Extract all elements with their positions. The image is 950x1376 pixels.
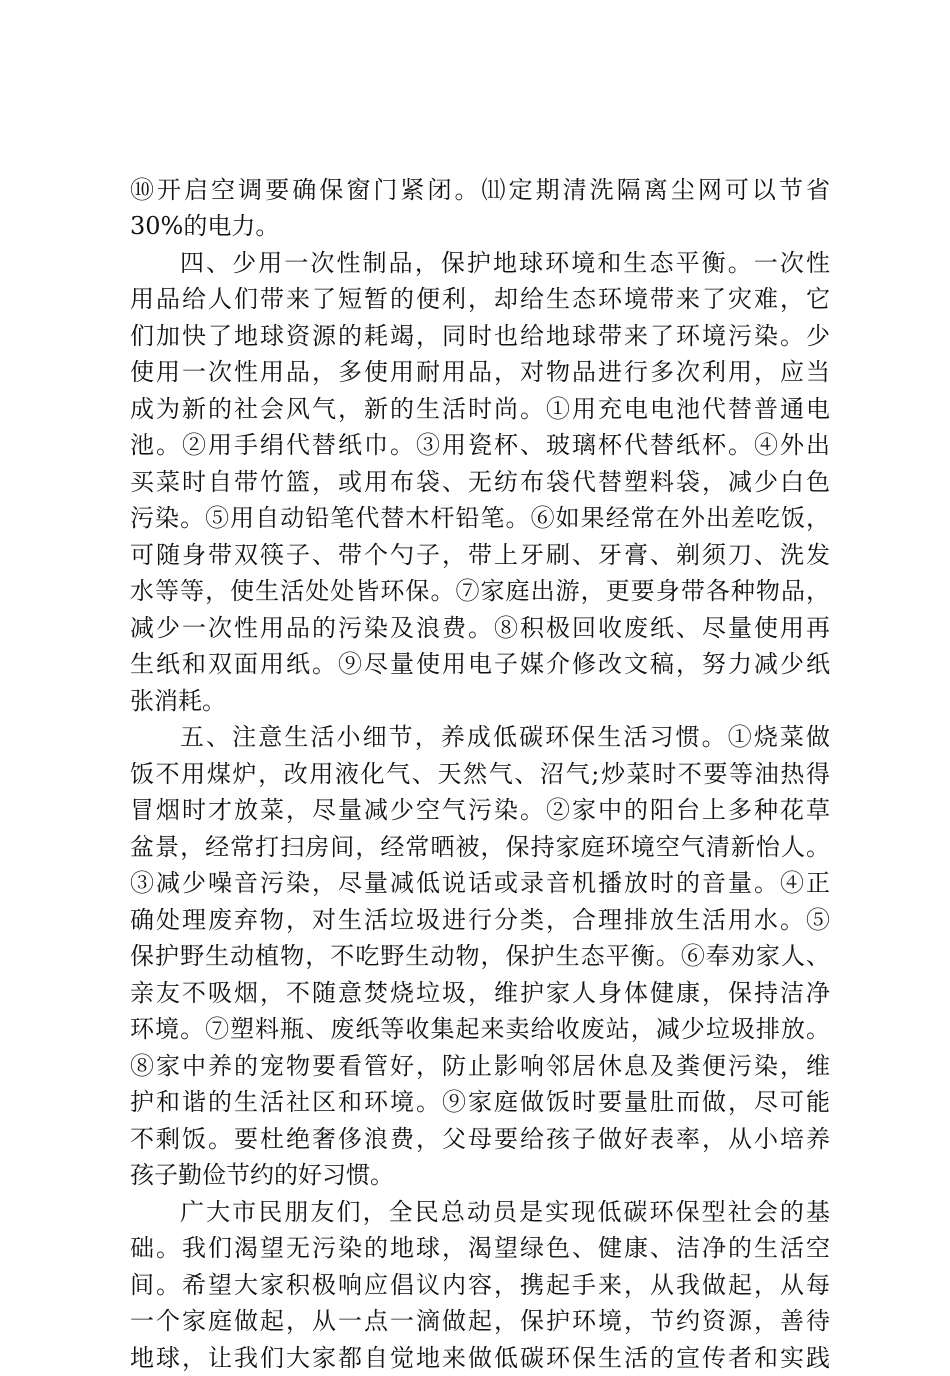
text-line: 亲友不吸烟，不随意焚烧垃圾，维护家人身体健康，保持洁净 (130, 979, 830, 1007)
section-heading-line: 四、少用一次性制品，保护地球环境和生态平衡。一次性 (180, 249, 830, 277)
text-line: 成为新的社会风气，新的生活时尚。①用充电电池代替普通电 (130, 395, 830, 423)
text-line: 污染。⑤用自动铅笔代替木杆铅笔。⑥如果经常在外出差吃饭， (130, 504, 830, 532)
text-line: 一个家庭做起，从一点一滴做起，保护环境，节约资源，善待 (130, 1307, 830, 1335)
text-line: 可随身带双筷子、带个勺子，带上牙刷、牙膏、剃须刀、洗发 (130, 541, 830, 569)
text-line: 30%的电力。 (130, 212, 280, 240)
text-line: 间。希望大家积极响应倡议内容，携起手来，从我做起，从每 (130, 1271, 830, 1299)
text-line: 买菜时自带竹篮，或用布袋、无纺布袋代替塑料袋，减少白色 (130, 468, 830, 496)
paragraph-start-line: 广大市民朋友们，全民总动员是实现低碳环保型社会的基 (180, 1198, 830, 1226)
text-line: 确处理废弃物，对生活垃圾进行分类，合理排放生活用水。⑤ (130, 906, 830, 934)
text-line: 冒烟时才放菜，尽量减少空气污染。②家中的阳台上多种花草 (130, 796, 830, 824)
text-line: 饭不用煤炉，改用液化气、天然气、沼气;炒菜时不要等油热得 (130, 760, 830, 788)
text-line: ⑧家中养的宠物要看管好，防止影响邻居休息及粪便污染，维 (130, 1052, 830, 1080)
text-line: 们加快了地球资源的耗竭，同时也给地球带来了环境污染。少 (130, 322, 830, 350)
text-line: 础。我们渴望无污染的地球，渴望绿色、健康、洁净的生活空 (130, 1234, 830, 1262)
text-line: 不剩饭。要杜绝奢侈浪费，父母要给孩子做好表率，从小培养 (130, 1125, 830, 1153)
text-line: ③减少噪音污染，尽量减低说话或录音机播放时的音量。④正 (130, 869, 830, 897)
text-line: 用品给人们带来了短暂的便利，却给生态环境带来了灾难，它 (130, 285, 830, 313)
text-line: 减少一次性用品的污染及浪费。⑧积极回收废纸、尽量使用再 (130, 614, 830, 642)
section-heading-line: 五、注意生活小细节，养成低碳环保生活习惯。①烧菜做 (180, 723, 830, 751)
text-line: 水等等，使生活处处皆环保。⑦家庭出游，更要身带各种物品， (130, 577, 830, 605)
text-line: 使用一次性用品，多使用耐用品，对物品进行多次利用，应当 (130, 358, 830, 386)
text-line: 池。②用手绢代替纸巾。③用瓷杯、玻璃杯代替纸杯。④外出 (130, 431, 830, 459)
text-line: 地球，让我们大家都自觉地来做低碳环保生活的宣传者和实践 (130, 1344, 830, 1372)
text-line: 护和谐的生活社区和环境。⑨家庭做饭时要量肚而做，尽可能 (130, 1088, 830, 1116)
text-line: 盆景，经常打扫房间，经常晒被，保持家庭环境空气清新怡人。 (130, 833, 830, 861)
text-line: 生纸和双面用纸。⑨尽量使用电子媒介修改文稿，努力减少纸 (130, 650, 830, 678)
text-line: ⑩开启空调要确保窗门紧闭。⑾定期清洗隔离尘网可以节省 (130, 176, 830, 204)
text-line: 张消耗。 (130, 687, 226, 715)
text-line: 环境。⑦塑料瓶、废纸等收集起来卖给收废站，减少垃圾排放。 (130, 1015, 830, 1043)
text-line: 孩子勤俭节约的好习惯。 (130, 1161, 394, 1189)
text-line: 保护野生动植物，不吃野生动物，保护生态平衡。⑥奉劝家人、 (130, 942, 830, 970)
